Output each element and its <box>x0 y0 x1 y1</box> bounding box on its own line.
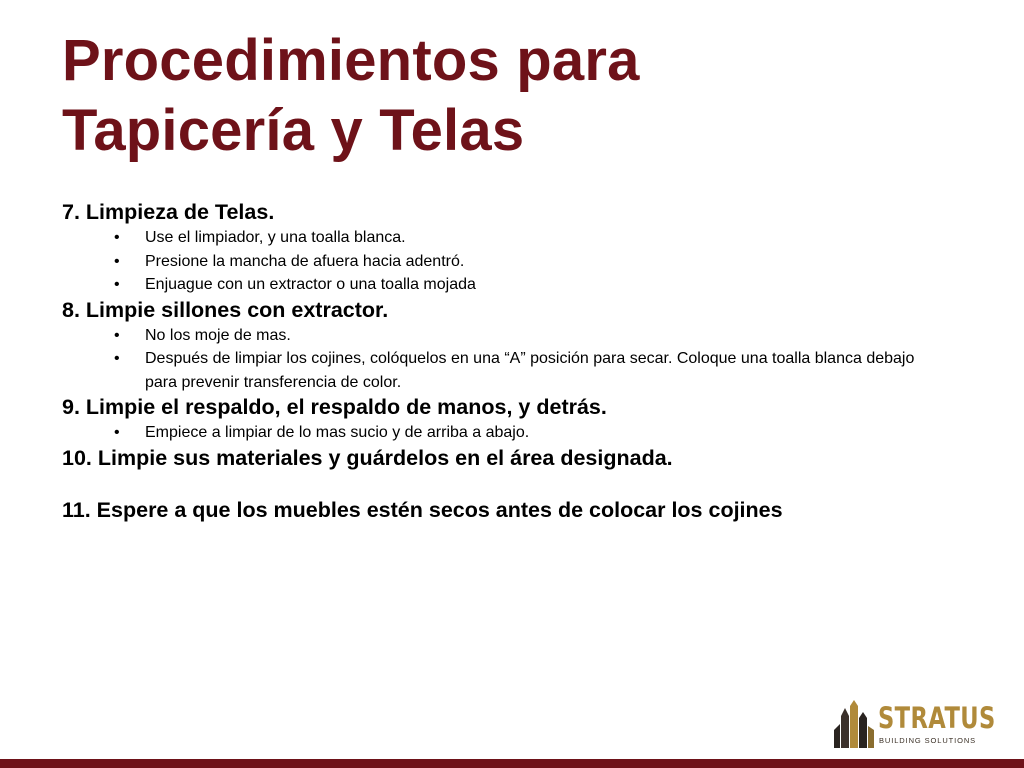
stratus-logo <box>832 700 996 750</box>
bullet-icon: • <box>114 424 120 441</box>
bullet-icon: • <box>114 229 120 246</box>
list-item: • No los moje de mas. <box>62 324 962 348</box>
buildings-icon <box>832 700 876 748</box>
logo-tagline: BUILDING SOLUTIONS <box>879 736 977 745</box>
footer-bar <box>0 759 1024 768</box>
step-9-bullets <box>62 421 962 445</box>
bullet-icon: • <box>114 252 120 270</box>
step-8-heading: 8. Limpie sillones con extractor. <box>62 297 389 322</box>
step-8-bullets <box>62 324 962 395</box>
slide-title-line-2: Tapicería y Telas <box>62 98 525 163</box>
bullet-icon: • <box>114 276 120 293</box>
step-7-bullets <box>62 226 962 297</box>
steps-list <box>62 199 962 524</box>
slide-title-line-1: Procedimientos para <box>62 28 640 93</box>
bullet-icon: • <box>114 350 120 367</box>
slide-title <box>62 26 640 166</box>
list-item: • Use el limpiador, y una toalla blanca. <box>62 226 962 250</box>
list-item: • Enjuague con un extractor o una toalla mojada <box>62 273 962 297</box>
list-item: • Presione la mancha de afuera hacia adentró. <box>62 250 962 274</box>
step-7-heading: 7. Limpieza de Telas. <box>62 200 275 224</box>
bullet-icon: • <box>114 326 120 344</box>
step-11-heading: 11. Espere a que los muebles estén secos antes de colocar los cojines <box>62 497 783 522</box>
logo-wordmark: STRATUS <box>878 701 996 735</box>
step-10-heading: 10. Limpie sus materiales y guárdelos en el área designada. <box>62 445 673 470</box>
step-9-heading: 9. Limpie el respaldo, el respaldo de manos, y detrás. <box>62 395 607 419</box>
list-item: • Empiece a limpiar de lo mas sucio y de arriba a abajo. <box>62 421 962 445</box>
list-item: • Después de limpiar los cojines, colóquelos en una “A” posición para secar. Coloque una toalla blanca debajo para prevenir transferencia de color. <box>62 347 962 394</box>
